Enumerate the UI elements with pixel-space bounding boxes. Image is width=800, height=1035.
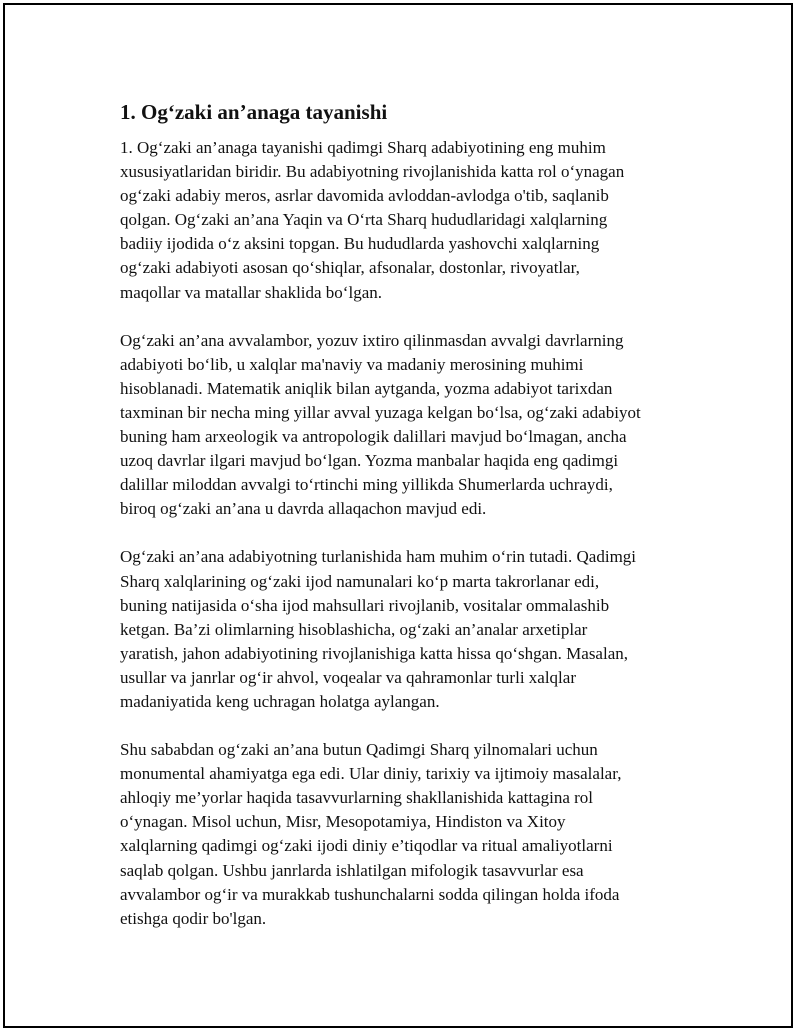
text-line: ahloqiy me’yorlar haqida tasavvurlarning shakllanishida kattagina rol <box>120 788 594 808</box>
paragraph-4 <box>120 738 690 931</box>
text-line: xalqlarning qadimgi og‘zaki ijodi diniy e’tiqodlar va ritual amaliyotlarni <box>120 836 613 856</box>
text-line: uzoq davrlar ilgari mavjud bo‘lgan. Yozma manbalar haqida eng qadimgi <box>120 451 619 471</box>
text-line: dalillar miloddan avvalgi to‘rtinchi ming yillikda Shumerlarda uchraydi, <box>120 475 613 495</box>
text-line: adabiyoti bo‘lib, u xalqlar ma'naviy va madaniy merosining muhimi <box>120 354 584 374</box>
text-line: xususiyatlaridan biridir. Bu adabiyotning rivojlanishida katta rol o‘ynagan <box>120 162 625 182</box>
text-line: avvalambor og‘ir va murakkab tushunchalarni sodda qilingan holda ifoda <box>120 884 620 904</box>
text-line: biroq og‘zaki an’ana u davrda allaqachon mavjud edi. <box>120 499 487 519</box>
paragraph-2 <box>120 329 690 522</box>
text-line: og‘zaki adabiyoti asosan qo‘shiqlar, afsonalar, dostonlar, rivoyatlar, <box>120 258 580 278</box>
page-frame <box>3 3 793 1028</box>
text-line: o‘ynagan. Misol uchun, Misr, Mesopotamiya, Hindiston va Xitoy <box>120 812 566 832</box>
text-line: buning natijasida o‘sha ijod mahsullari rivojlanib, vositalar ommalashib <box>120 595 610 615</box>
text-line: hisoblanadi. Matematik aniqlik bilan aytganda, yozma adabiyot tarixdan <box>120 378 613 398</box>
text-line: saqlab qolgan. Ushbu janrlarda ishlatilgan mifologik tasavvurlar esa <box>120 860 584 880</box>
text-line: etishga qodir bo'lgan. <box>120 908 267 928</box>
paragraph-1 <box>120 136 690 305</box>
text-line: ketgan. Ba’zi olimlarning hisoblashicha, og‘zaki an’analar arxetiplar <box>120 619 588 639</box>
document-body <box>120 99 690 955</box>
text-line: qolgan. Og‘zaki an’ana Yaqin va O‘rta Sharq hududlaridagi xalqlarning <box>120 210 608 230</box>
text-line: 1. Og‘zaki an’anaga tayanishi qadimgi Sharq adabiyotining eng muhim <box>120 138 606 157</box>
text-line: Og‘zaki an’ana adabiyotning turlanishida ham muhim o‘rin tutadi. Qadimgi <box>120 547 637 567</box>
text-line: usullar va janrlar og‘ir ahvol, voqealar va qahramonlar turli xalqlar <box>120 667 576 687</box>
text-line: monumental ahamiyatga ega edi. Ular diniy, tarixiy va ijtimoiy masalalar, <box>120 764 622 784</box>
paragraph-3 <box>120 545 690 714</box>
text-line: taxminan bir necha ming yillar avval yuzaga kelgan bo‘lsa, og‘zaki adabiyot <box>120 402 641 422</box>
text-line: buning ham arxeologik va antropologik dalillari mavjud bo‘lmagan, ancha <box>120 427 627 447</box>
text-line: madaniyatida keng uchragan holatga aylangan. <box>120 691 440 711</box>
text-line: badiiy ijodida o‘z aksini topgan. Bu hududlarda yashovchi xalqlarning <box>120 234 600 254</box>
text-line: Shu sababdan og‘zaki an’ana butun Qadimgi Sharq yilnomalari uchun <box>120 740 598 760</box>
text-line: og‘zaki adabiy meros, asrlar davomida avloddan-avlodga o'tib, saqlanib <box>120 186 609 206</box>
text-line: Og‘zaki an’ana avvalambor, yozuv ixtiro qilinmasdan avvalgi davrlarning <box>120 330 624 350</box>
page-title: 1. Og‘zaki an’anaga tayanishi <box>120 100 388 124</box>
text-line: Sharq xalqlarining og‘zaki ijod namunalari ko‘p marta takrorlanar edi, <box>120 571 600 591</box>
text-line: yaratish, jahon adabiyotining rivojlanishiga katta hissa qo‘shgan. Masalan, <box>120 643 628 663</box>
text-line: maqollar va matallar shaklida bo‘lgan. <box>120 282 382 302</box>
